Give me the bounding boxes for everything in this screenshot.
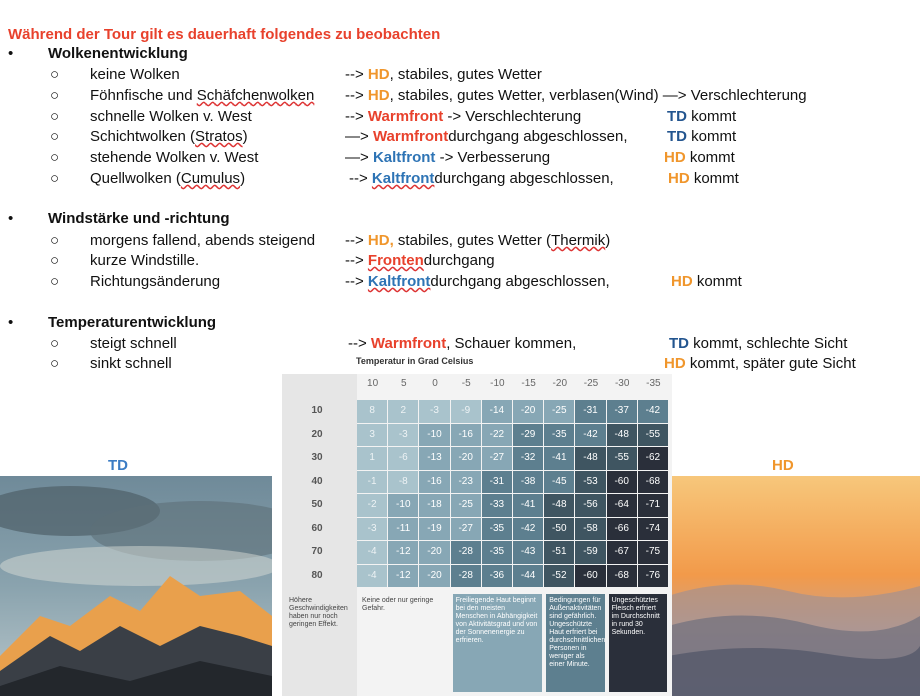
- chart-cell: -1: [357, 471, 387, 494]
- chart-cell: -71: [638, 494, 668, 517]
- chart-cell: -20: [451, 447, 481, 470]
- chart-cell: 8: [357, 400, 387, 423]
- chart-cell: -60: [607, 471, 637, 494]
- chart-column-header: -10: [490, 378, 505, 389]
- chart-row-header: 70: [311, 546, 323, 557]
- chart-cell: -20: [419, 541, 449, 564]
- chart-note: Keine oder nur geringe Gefahr.: [362, 597, 434, 612]
- chart-cell: -43: [513, 541, 543, 564]
- chart-cell: -45: [544, 471, 574, 494]
- chart-row-header: 50: [311, 499, 323, 510]
- chart-column-header: -30: [614, 378, 630, 389]
- chart-cell: -29: [513, 424, 543, 447]
- chart-cell: -35: [544, 424, 574, 447]
- chart-cell: -3: [419, 400, 449, 423]
- section-heading-clouds: • Wolkenentwicklung: [8, 45, 188, 62]
- chart-cell: -41: [513, 494, 543, 517]
- chart-cell: -55: [638, 424, 668, 447]
- chart-cell: -31: [482, 471, 512, 494]
- chart-cell: -16: [451, 424, 481, 447]
- chart-cell: -6: [388, 447, 418, 470]
- chart-cell: -68: [638, 471, 668, 494]
- chart-column-header: -15: [521, 378, 536, 389]
- chart-cell: -53: [575, 471, 605, 494]
- chart-cell: -48: [544, 494, 574, 517]
- chart-cell: -42: [513, 518, 543, 541]
- chart-cell: -19: [419, 518, 449, 541]
- chart-column-header: 10: [367, 378, 379, 389]
- chart-cell: -36: [482, 565, 512, 588]
- chart-cell: -74: [638, 518, 668, 541]
- chart-cell: -3: [388, 424, 418, 447]
- chart-cell: -27: [451, 518, 481, 541]
- chart-row-header: 30: [311, 452, 323, 463]
- chart-cell: -62: [638, 447, 668, 470]
- chart-cell: -10: [419, 424, 449, 447]
- chart-cell: -12: [388, 565, 418, 588]
- chart-row-header: 10: [311, 405, 323, 416]
- chart-cell: -20: [419, 565, 449, 588]
- wind-chill-chart: [262, 352, 672, 696]
- chart-cell: -51: [544, 541, 574, 564]
- chart-cell: -2: [357, 494, 387, 517]
- chart-cell: -4: [357, 541, 387, 564]
- chart-cell: -16: [419, 471, 449, 494]
- chart-column-header: 0: [432, 378, 438, 389]
- chart-column-header: -5: [461, 378, 471, 389]
- chart-cell: -56: [575, 494, 605, 517]
- chart-cell: -59: [575, 541, 605, 564]
- chart-cell: -41: [544, 447, 574, 470]
- chart-cell: -18: [419, 494, 449, 517]
- section-heading-wind: • Windstärke und -richtung: [8, 210, 230, 227]
- chart-cell: -42: [638, 400, 668, 423]
- chart-cell: -33: [482, 494, 512, 517]
- chart-cell: -60: [575, 565, 605, 588]
- chart-row-header: 20: [311, 428, 323, 440]
- mountain-photo: [0, 476, 272, 696]
- photo-label-hd: HD: [772, 457, 794, 474]
- chart-grid: [282, 374, 672, 696]
- chart-cell: 1: [357, 447, 387, 470]
- chart-cell: -31: [575, 400, 605, 423]
- chart-cell: -13: [419, 447, 449, 470]
- chart-title: Temperatur in Grad Celsius: [356, 356, 474, 366]
- chart-cell: -25: [451, 494, 481, 517]
- chart-row-header: 40: [311, 475, 323, 487]
- chart-column-header: -25: [583, 378, 599, 389]
- chart-cell: -68: [607, 565, 637, 588]
- chart-row-header: 80: [311, 569, 323, 581]
- chart-cell: -35: [482, 518, 512, 541]
- chart-cell: 3: [357, 424, 387, 447]
- chart-note: Bedingungen für Außenaktivitäten sind gefährlich. Ungeschützte Haut erfriert bei durchschnittlichen Personen in weniger als einer Minute.: [546, 594, 604, 692]
- chart-cell: -3: [357, 518, 387, 541]
- chart-cell: -11: [388, 518, 418, 541]
- chart-cell: -28: [451, 541, 481, 564]
- chart-cell: -55: [607, 447, 637, 470]
- chart-column-header: 5: [401, 378, 407, 389]
- chart-cell: -44: [513, 565, 543, 588]
- chart-cell: -52: [544, 565, 574, 588]
- chart-cell: -9: [451, 400, 481, 423]
- chart-cell: -22: [482, 424, 512, 447]
- chart-cell: -48: [575, 447, 605, 470]
- chart-note: Höhere Geschwindigkeiten haben nur noch geringen Effekt.: [289, 597, 348, 628]
- chart-cell: -27: [482, 447, 512, 470]
- chart-cell: -8: [388, 471, 418, 494]
- chart-cell: -42: [575, 424, 605, 447]
- chart-column-header: -20: [552, 378, 567, 389]
- chart-cell: -25: [544, 400, 574, 423]
- chart-cell: -64: [607, 494, 637, 517]
- chart-cell: -38: [513, 471, 543, 494]
- sunset-haze-photo: [668, 476, 920, 696]
- chart-cell: -32: [513, 447, 543, 470]
- chart-cell: -76: [638, 565, 668, 588]
- chart-cell: -12: [388, 541, 418, 564]
- chart-cell: -75: [638, 541, 668, 564]
- chart-cell: -23: [451, 471, 481, 494]
- photo-label-td: TD: [108, 457, 128, 474]
- chart-cell: -35: [482, 541, 512, 564]
- chart-note: Ungeschütztes Fleisch erfriert im Durchschnitt in rund 30 Sekunden.: [609, 594, 667, 692]
- chart-cell: -67: [607, 541, 637, 564]
- page-title: Während der Tour gilt es dauerhaft folgendes zu beobachten: [8, 26, 441, 43]
- chart-cell: -66: [607, 518, 637, 541]
- chart-cell: -50: [544, 518, 574, 541]
- chart-note: Freiliegende Haut beginnt bei den meisten Menschen in Abhängigkeit von Aktivitätsgrad und von der Sonnenenergie zu erfrieren.: [453, 594, 543, 692]
- chart-cell: -58: [575, 518, 605, 541]
- section-heading-temperature: • Temperaturentwicklung: [8, 314, 217, 331]
- chart-cell: -14: [482, 400, 512, 423]
- chart-cell: 2: [388, 400, 418, 423]
- chart-cell: -37: [607, 400, 637, 423]
- chart-cell: -48: [607, 424, 637, 447]
- chart-cell: -28: [451, 565, 481, 588]
- chart-column-header: -35: [646, 378, 661, 389]
- chart-cell: -10: [388, 494, 418, 517]
- chart-row-header: 60: [311, 522, 323, 534]
- chart-cell: -4: [357, 565, 387, 588]
- chart-cell: -20: [513, 400, 543, 423]
